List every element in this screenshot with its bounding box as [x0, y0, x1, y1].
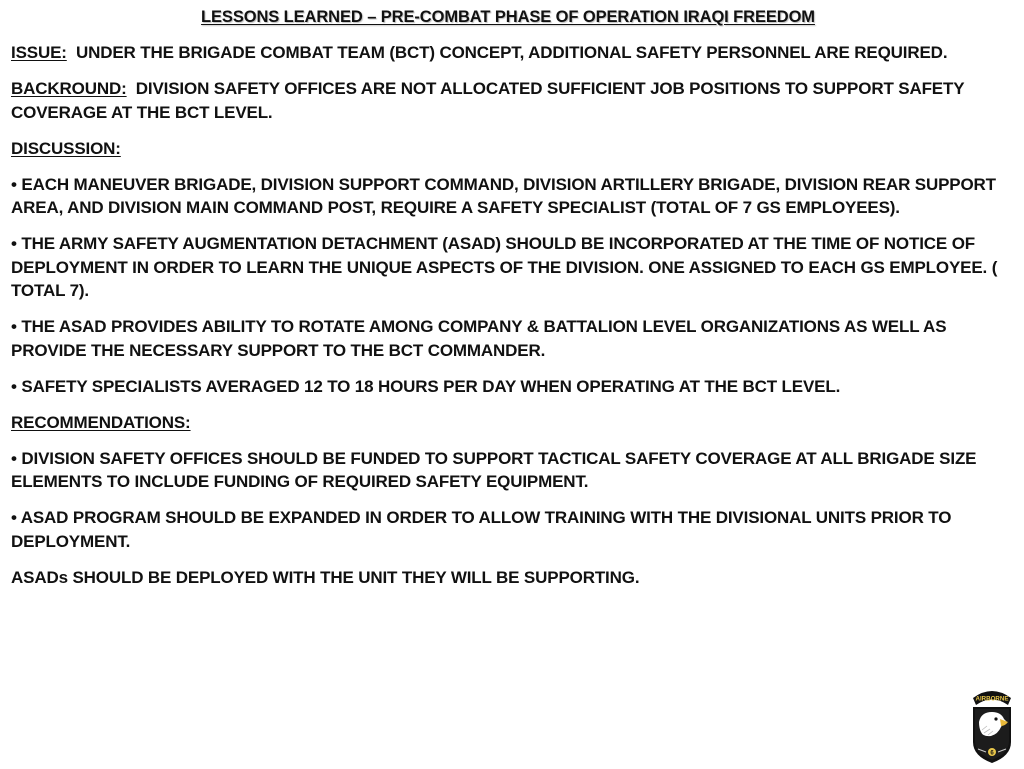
- svg-text:6: 6: [990, 750, 994, 757]
- issue-label: ISSUE:: [11, 43, 67, 62]
- background-label: BACKROUND:: [11, 79, 127, 98]
- discussion-heading: [11, 137, 1006, 161]
- recommendations-label: RECOMMENDATIONS:: [11, 412, 191, 432]
- issue-text: UNDER THE BRIGADE COMBAT TEAM (BCT) CONCEPT, ADDITIONAL SAFETY PERSONNEL ARE REQUIRED.: [75, 43, 948, 62]
- eagle-patch-icon: [970, 686, 1014, 764]
- recommendation-closing: ASADs SHOULD BE DEPLOYED WITH THE UNIT THEY WILL BE SUPPORTING.: [11, 567, 640, 587]
- discussion-label: DISCUSSION:: [11, 138, 121, 158]
- unit-patch-logo: [970, 686, 1014, 764]
- issue-section: [11, 41, 1006, 65]
- background-section: [11, 77, 1006, 124]
- recommendations-heading: [11, 411, 1006, 435]
- discussion-bullet: • EACH MANEUVER BRIGADE, DIVISION SUPPORT COMMAND, DIVISION ARTILLERY BRIGADE, DIVISION REAR SUPPORT AREA, AND DIVISION MAIN COMMAND POST, REQUIRE A SAFETY SPECIALIST (TOTAL OF 7 GS EMPLOYEES).: [11, 174, 996, 217]
- document-body: [11, 41, 1006, 602]
- discussion-bullet: • SAFETY SPECIALISTS AVERAGED 12 TO 18 HOURS PER DAY WHEN OPERATING AT THE BCT LEVEL.: [11, 376, 841, 396]
- background-text: DIVISION SAFETY OFFICES ARE NOT ALLOCATED SUFFICIENT JOB POSITIONS TO SUPPORT SAFETY COVERAGE AT THE BCT LEVEL.: [11, 79, 965, 122]
- page-title: LESSONS LEARNED – PRE-COMBAT PHASE OF OPERATION IRAQI FREEDOM: [201, 8, 815, 26]
- recommendation-bullet: • DIVISION SAFETY OFFICES SHOULD BE FUNDED TO SUPPORT TACTICAL SAFETY COVERAGE AT ALL BRIGADE SIZE ELEMENTS TO INCLUDE FUNDING OF REQUIRED SAFETY EQUIPMENT.: [11, 448, 977, 491]
- discussion-bullet: • THE ASAD PROVIDES ABILITY TO ROTATE AMONG COMPANY & BATTALION LEVEL ORGANIZATIONS AS WELL AS PROVIDE THE NECESSARY SUPPORT TO THE BCT COMMANDER.: [11, 317, 947, 360]
- discussion-bullet: • THE ARMY SAFETY AUGMENTATION DETACHMENT (ASAD) SHOULD BE INCORPORATED AT THE TIME OF NOTICE OF DEPLOYMENT IN ORDER TO LEARN THE UNIQUE ASPECTS OF THE DIVISION. ONE ASSIGNED TO EACH GS EMPLOYEE. ( TOTAL 7).: [11, 234, 998, 300]
- recommendation-bullet: • ASAD PROGRAM SHOULD BE EXPANDED IN ORDER TO ALLOW TRAINING WITH THE DIVISIONAL UNITS PRIOR TO DEPLOYMENT.: [11, 508, 952, 551]
- logo-tab-text: AIRBORNE: [975, 695, 1009, 703]
